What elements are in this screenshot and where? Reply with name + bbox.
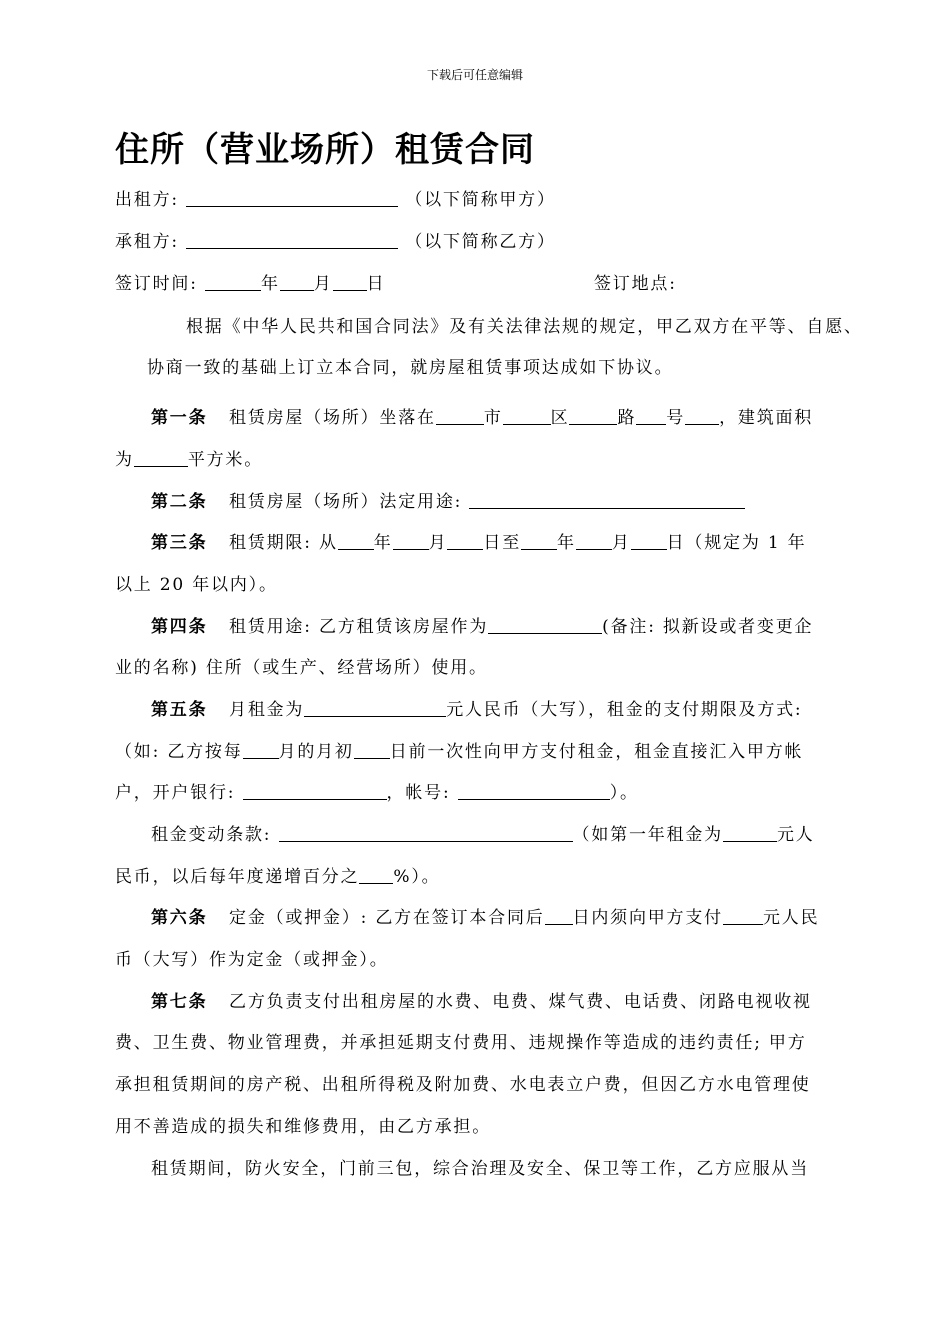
increase-percent-blank	[359, 867, 393, 884]
article-3-text-2: 日（规定为 1 年	[666, 533, 807, 553]
article-5-text-13: %）。	[393, 867, 441, 887]
article-5-heading: 第五条	[151, 700, 208, 720]
road-blank	[569, 408, 617, 425]
rent-change-blank	[279, 825, 573, 842]
start-month-text: 月	[428, 533, 448, 553]
page-header: 下载后可任意编辑	[426, 68, 523, 82]
article-7-line-3: 承担租赁期间的房产税、出租所得税及附加费、水电表立户费，但因乙方水电管理使	[115, 1075, 811, 1095]
article-5-text-8: ）。	[609, 783, 639, 803]
article-5-text-9: 租金变动条款:	[151, 825, 272, 845]
article-7-heading: 第七条	[151, 992, 208, 1012]
lessor-blank	[186, 190, 398, 207]
article-5-text-4: 月的月初	[278, 742, 354, 762]
lessor-note: （以下简称甲方）	[405, 190, 556, 210]
article-6-text-2: 日内须向甲方支付	[572, 908, 723, 928]
start-month-blank	[393, 533, 429, 550]
company-name-blank	[488, 617, 602, 634]
number-blank	[636, 408, 666, 425]
article-4-line-2: 业的名称) 住所（或生产、经营场所）使用。	[115, 658, 488, 678]
article-4-heading: 第四条	[151, 617, 208, 637]
start-year-blank	[338, 533, 374, 550]
deposit-days-blank	[545, 908, 573, 925]
article-4-text-1: 租赁用途: 乙方租赁该房屋作为	[229, 617, 489, 637]
year-text: 年	[260, 274, 280, 294]
article-6-line-2: 币（大写）作为定金（或押金）。	[115, 950, 389, 970]
account-blank	[458, 783, 610, 800]
article-5-line-5	[115, 865, 440, 889]
preamble-line-1: 根据《中华人民共和国合同法》及有关法律法规的规定，甲乙双方在平等、自愿、	[186, 317, 863, 337]
article-7-line-1	[151, 990, 812, 1014]
article-1-heading: 第一条	[151, 408, 208, 428]
article-6-text-3: 元人民	[762, 908, 820, 928]
sign-place-label: 签订地点:	[594, 274, 677, 294]
district-text: 区	[550, 408, 570, 428]
article-6-text-1: 定金（或押金）: 乙方在签订本合同后	[229, 908, 545, 928]
article-5-text-7: ，帐号:	[386, 783, 451, 803]
city-text: 市	[483, 408, 503, 428]
city-blank	[436, 408, 484, 425]
pay-months-blank	[243, 742, 279, 759]
article-3-text-1: 租赁期限: 从	[229, 533, 338, 553]
sign-time-label: 签订时间:	[115, 274, 198, 294]
end-day-blank	[631, 533, 667, 550]
pay-day-blank	[354, 742, 390, 759]
end-year-text: 年	[557, 533, 576, 553]
lessee-line	[115, 230, 556, 254]
article-5-line-3	[115, 781, 639, 805]
article-2-heading: 第二条	[151, 492, 208, 512]
end-month-blank	[576, 533, 612, 550]
article-5-text-1: 月租金为	[229, 700, 305, 720]
article-5-text-11: 元人	[776, 825, 815, 845]
deposit-amount-blank	[723, 908, 763, 925]
article-1-text-3: 为	[115, 450, 134, 470]
article-3-line-1	[151, 531, 806, 555]
article-5-text-3: （如: 乙方按每	[115, 742, 243, 762]
article-3-line-2: 以上 20 年以内）。	[115, 575, 278, 595]
article-5-line-1	[151, 698, 802, 722]
monthly-rent-blank	[304, 700, 446, 717]
start-day-blank	[447, 533, 483, 550]
article-4-line-1	[151, 615, 813, 639]
sign-month-blank	[280, 274, 314, 291]
article-7-line-5: 租赁期间，防火安全，门前三包，综合治理及安全、保卫等工作，乙方应服从当	[151, 1159, 809, 1179]
day-text: 日	[366, 274, 386, 294]
sign-day-blank	[333, 274, 367, 291]
article-2-text: 租赁房屋（场所）法定用途:	[229, 492, 463, 512]
article-5-line-2	[115, 740, 803, 764]
article-6-heading: 第六条	[151, 908, 208, 928]
article-5-text-12: 民币，以后每年度递增百分之	[115, 867, 360, 887]
lessee-label: 承租方:	[115, 232, 179, 252]
article-7-line-4: 用不善造成的损失和维修费用，由乙方承担。	[115, 1117, 491, 1137]
article-1-line-2	[115, 448, 263, 472]
sign-time-line	[115, 272, 385, 296]
end-year-blank	[521, 533, 557, 550]
contract-title: 住所（营业场所）租赁合同	[115, 130, 535, 170]
legal-use-blank	[469, 492, 745, 509]
article-3-to: 日至	[483, 533, 521, 553]
number-value-blank	[685, 408, 719, 425]
article-5-line-4	[151, 823, 815, 847]
article-5-text-5: 日前一次性向甲方支付租金，租金直接汇入甲方帐	[389, 742, 804, 762]
month-text: 月	[313, 274, 333, 294]
start-year-text: 年	[373, 533, 393, 553]
article-2-line	[151, 490, 745, 514]
article-5-text-2: 元人民币（大写），租金的支付期限及方式:	[446, 700, 803, 720]
road-text: 路	[617, 408, 637, 428]
article-6-line-1	[151, 906, 819, 930]
article-1-text-2: ，建筑面积	[719, 408, 814, 428]
article-5-text-10: （如第一年租金为	[572, 825, 723, 845]
article-3-heading: 第三条	[151, 533, 208, 553]
lessor-line	[115, 188, 556, 212]
lessor-label: 出租方:	[115, 190, 179, 210]
article-4-text-2: (备注: 拟新设或者变更企	[602, 617, 814, 637]
article-7-text-1: 乙方负责支付出租房屋的水费、电费、煤气费、电话费、闭路电视收视	[229, 992, 812, 1012]
end-month-text: 月	[611, 533, 631, 553]
lessee-blank	[186, 232, 398, 249]
article-1-text-4: 平方米。	[187, 450, 264, 470]
sign-year-blank	[205, 274, 261, 291]
district-blank	[503, 408, 551, 425]
area-blank	[134, 450, 188, 467]
lessee-note: （以下简称乙方）	[405, 232, 556, 252]
first-year-rent-blank	[723, 825, 777, 842]
article-1-text-1: 租赁房屋（场所）坐落在	[229, 408, 436, 428]
preamble-line-2: 协商一致的基础上订立本合同，就房屋租赁事项达成如下协议。	[147, 358, 674, 378]
bank-blank	[243, 783, 387, 800]
number-text: 号	[666, 408, 686, 428]
article-7-line-2: 费、卫生费、物业管理费，并承担延期支付费用、违规操作等造成的违约责任; 甲方	[115, 1033, 807, 1053]
article-5-text-6: 户，开户银行:	[115, 783, 236, 803]
article-1-line-1	[151, 406, 813, 430]
